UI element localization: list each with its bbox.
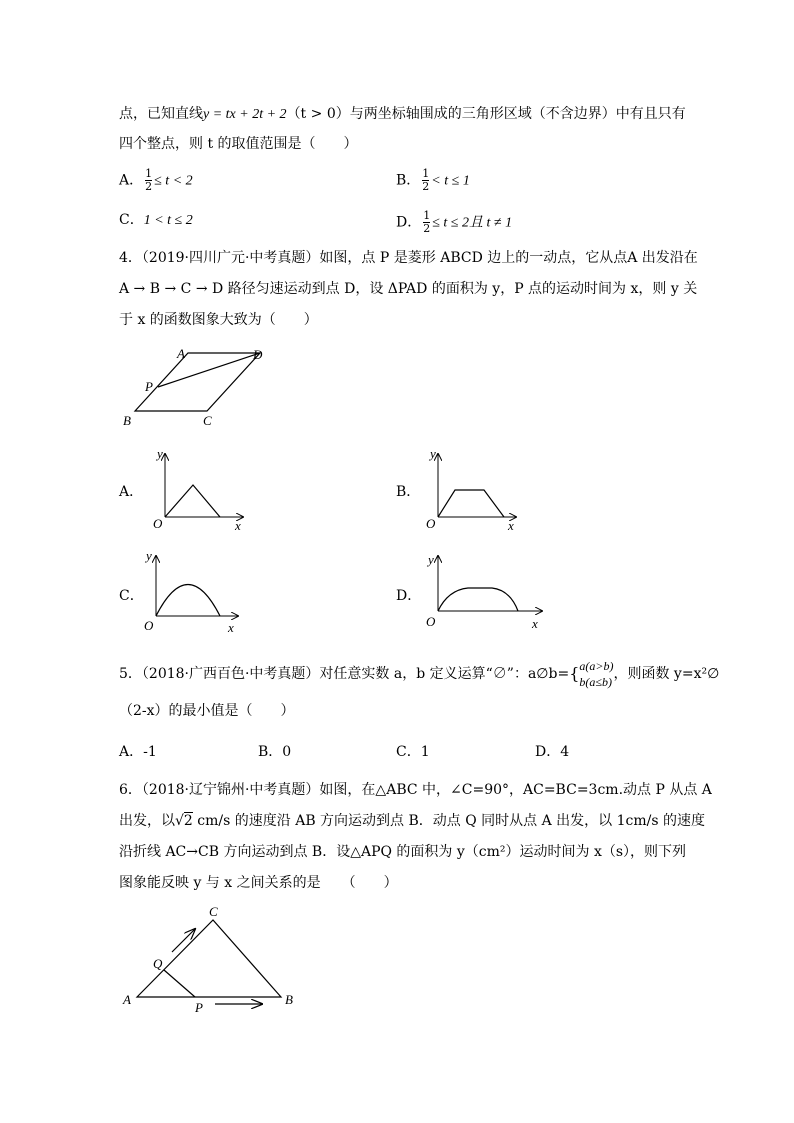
graph-c <box>138 548 246 636</box>
q6-line2: 出发，以√2 cm/s 的速度沿 AB 方向运动到点 B．动点 Q 同时从点 A 出发，以 1cm/s 的速度 <box>119 813 706 829</box>
svg-text:O: O <box>153 516 163 531</box>
q5-option-a: A．-1 <box>119 744 157 760</box>
svg-text:O: O <box>426 614 436 629</box>
q6-line3: 沿折线 AC→CB 方向运动到点 B．设△APQ 的面积为 y（cm²）运动时间为 x（s），则下列 <box>119 844 687 860</box>
label-B: B <box>285 992 293 1007</box>
svg-text:O: O <box>426 516 436 531</box>
svg-text:y: y <box>430 446 436 461</box>
q3-line2: 四个整点，则 t 的取值范围是（ ） <box>119 136 358 152</box>
q5-option-b: B．0 <box>258 744 292 760</box>
q3-option-c: C．1 < t ≤ 2 <box>119 212 193 228</box>
q5-option-d: D．4 <box>535 744 570 760</box>
rhombus-figure <box>115 345 285 430</box>
svg-text:x: x <box>228 620 234 635</box>
q4-graph-b-label: B． <box>396 484 421 500</box>
label-P: P <box>195 1000 203 1015</box>
q3-option-d: D． $\frac{1}{2}$ ≤ t ≤ 2且 t ≠ 1 <box>396 209 513 235</box>
svg-text:y: y <box>146 548 152 563</box>
q3-option-b: B． $\frac{1}{2}$ < t ≤ 1 <box>396 167 470 193</box>
label-D: D <box>253 347 263 362</box>
q6-line4: 图象能反映 y 与 x 之间关系的是 （ ） <box>119 875 398 891</box>
label-P: P <box>145 379 153 394</box>
q3-option-a: A． $\frac{1}{2}$ ≤ t < 2 <box>119 167 193 193</box>
q4-line2: A → B → C → D 路径匀速运动到点 D，设 ΔPAD 的面积为 y，P 点的运动时间为 x，则 y 关 <box>119 281 698 297</box>
svg-text:x: x <box>532 616 538 631</box>
q5-line1: 5．（2018·广西百色·中考真题）对任意实数 a，b 定义运算“∅”：a∅b={ a(a>b) b(a≤b) ，则函数 y=x²∅ <box>119 659 720 689</box>
q5-line2: （2-x）的最小值是（ ） <box>119 703 295 719</box>
label-A: A <box>177 346 185 361</box>
q6-line1: 6．（2018·辽宁锦州·中考真题）如图，在△ABC 中，∠C=90°，AC=BC=3cm.动点 P 从点 A <box>119 782 712 798</box>
svg-text:O: O <box>144 618 154 633</box>
graph-b <box>418 446 523 534</box>
svg-text:y: y <box>428 552 434 567</box>
label-C: C <box>209 904 218 919</box>
triangle-figure <box>115 900 305 1015</box>
q4-graph-d-label: D． <box>396 588 422 604</box>
q4-line1: 4．（2019·四川广元·中考真题）如图，点 P 是菱形 ABCD 边上的一动点，它从点A 出发沿在 <box>119 250 698 266</box>
q4-graph-c-label: C． <box>119 588 144 604</box>
svg-text:x: x <box>235 518 241 533</box>
label-Q: Q <box>153 956 163 971</box>
q3-equation: y = tx + 2t + 2 <box>203 107 287 122</box>
label-B: B <box>123 413 131 428</box>
graph-d <box>420 548 550 636</box>
graph-a <box>145 446 250 534</box>
label-A: A <box>123 992 131 1007</box>
q4-line3: 于 x 的函数图象大致为（ ） <box>119 312 318 328</box>
svg-text:y: y <box>157 446 163 461</box>
q5-option-c: C．1 <box>396 744 430 760</box>
q4-graph-a-label: A． <box>119 484 144 500</box>
label-C: C <box>203 413 212 428</box>
q3-line1: 点，已知直线y = tx + 2t + 2（t > 0）与两坐标轴围成的三角形区域（不含边界）中有且只有 <box>119 106 686 122</box>
svg-text:x: x <box>508 518 514 533</box>
